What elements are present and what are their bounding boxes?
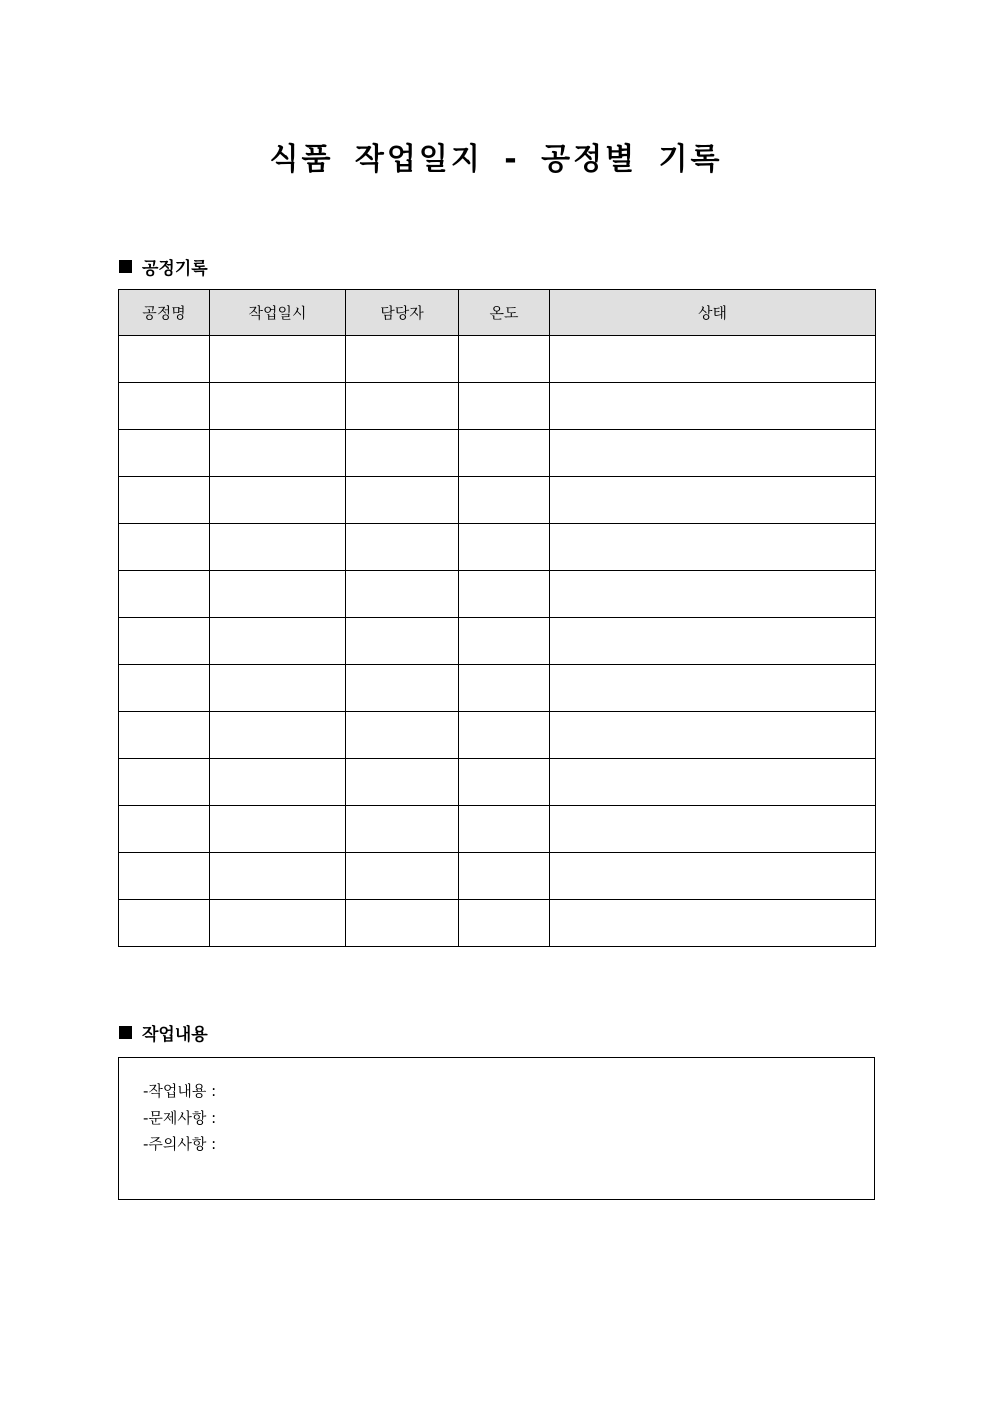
table-row <box>119 336 876 383</box>
person-in-charge-cell[interactable] <box>346 618 459 665</box>
work-datetime-cell[interactable] <box>210 665 346 712</box>
process-name-cell[interactable] <box>119 477 210 524</box>
process-name-cell[interactable] <box>119 336 210 383</box>
status-cell[interactable] <box>550 665 876 712</box>
work-datetime-cell[interactable] <box>210 759 346 806</box>
black-square-icon <box>119 1026 132 1039</box>
temperature-cell[interactable] <box>459 712 550 759</box>
process-name-cell[interactable] <box>119 806 210 853</box>
table-row <box>119 524 876 571</box>
table-row <box>119 665 876 712</box>
temperature-cell[interactable] <box>459 806 550 853</box>
status-cell[interactable] <box>550 524 876 571</box>
temperature-cell[interactable] <box>459 853 550 900</box>
process-name-cell[interactable] <box>119 524 210 571</box>
table-row <box>119 430 876 477</box>
person-in-charge-cell[interactable] <box>346 900 459 947</box>
status-cell[interactable] <box>550 806 876 853</box>
person-in-charge-cell[interactable] <box>346 806 459 853</box>
caution-line: -주의사항 : <box>143 1135 217 1153</box>
column-header-status: 상태 <box>550 290 876 336</box>
temperature-cell[interactable] <box>459 336 550 383</box>
problem-line: -문제사항 : <box>143 1108 217 1127</box>
process-name-cell[interactable] <box>119 618 210 665</box>
section-heading-content <box>119 1020 208 1045</box>
process-name-cell[interactable] <box>119 759 210 806</box>
table-row <box>119 853 876 900</box>
column-header-process-name: 공정명 <box>119 290 210 336</box>
table-row <box>119 759 876 806</box>
table-header-row <box>119 290 876 336</box>
temperature-cell[interactable] <box>459 430 550 477</box>
person-in-charge-cell[interactable] <box>346 524 459 571</box>
section-heading-label: 공정기록 <box>142 259 208 279</box>
table-row <box>119 712 876 759</box>
work-datetime-cell[interactable] <box>210 712 346 759</box>
column-header-temperature: 온도 <box>459 290 550 336</box>
temperature-cell[interactable] <box>459 759 550 806</box>
status-cell[interactable] <box>550 571 876 618</box>
status-cell[interactable] <box>550 618 876 665</box>
process-name-cell[interactable] <box>119 430 210 477</box>
person-in-charge-cell[interactable] <box>346 336 459 383</box>
temperature-cell[interactable] <box>459 383 550 430</box>
person-in-charge-cell[interactable] <box>346 853 459 900</box>
work-content-line: -작업내용 : <box>143 1082 217 1100</box>
person-in-charge-cell[interactable] <box>346 383 459 430</box>
process-name-cell[interactable] <box>119 383 210 430</box>
work-datetime-cell[interactable] <box>210 900 346 947</box>
person-in-charge-cell[interactable] <box>346 430 459 477</box>
process-name-cell[interactable] <box>119 665 210 712</box>
temperature-cell[interactable] <box>459 665 550 712</box>
work-content-lines <box>143 1078 216 1158</box>
temperature-cell[interactable] <box>459 900 550 947</box>
work-datetime-cell[interactable] <box>210 336 346 383</box>
person-in-charge-cell[interactable] <box>346 477 459 524</box>
temperature-cell[interactable] <box>459 618 550 665</box>
work-content-box[interactable] <box>118 1057 875 1200</box>
table-row <box>119 806 876 853</box>
work-datetime-cell[interactable] <box>210 618 346 665</box>
process-record-table <box>118 289 876 947</box>
person-in-charge-cell[interactable] <box>346 665 459 712</box>
work-datetime-cell[interactable] <box>210 806 346 853</box>
section-heading-label: 작업내용 <box>142 1025 208 1045</box>
status-cell[interactable] <box>550 383 876 430</box>
temperature-cell[interactable] <box>459 477 550 524</box>
table-row <box>119 618 876 665</box>
process-name-cell[interactable] <box>119 571 210 618</box>
work-datetime-cell[interactable] <box>210 383 346 430</box>
status-cell[interactable] <box>550 477 876 524</box>
status-cell[interactable] <box>550 900 876 947</box>
person-in-charge-cell[interactable] <box>346 759 459 806</box>
table-row <box>119 900 876 947</box>
work-datetime-cell[interactable] <box>210 853 346 900</box>
status-cell[interactable] <box>550 712 876 759</box>
person-in-charge-cell[interactable] <box>346 712 459 759</box>
process-name-cell[interactable] <box>119 712 210 759</box>
temperature-cell[interactable] <box>459 524 550 571</box>
table-row <box>119 383 876 430</box>
work-datetime-cell[interactable] <box>210 571 346 618</box>
status-cell[interactable] <box>550 430 876 477</box>
work-datetime-cell[interactable] <box>210 430 346 477</box>
work-datetime-cell[interactable] <box>210 524 346 571</box>
process-name-cell[interactable] <box>119 853 210 900</box>
column-header-person-in-charge: 담당자 <box>346 290 459 336</box>
page-title: 식품 작업일지 - 공정별 기록 <box>269 142 723 177</box>
status-cell[interactable] <box>550 336 876 383</box>
table-row <box>119 477 876 524</box>
column-header-work-datetime: 작업일시 <box>210 290 346 336</box>
process-name-cell[interactable] <box>119 900 210 947</box>
status-cell[interactable] <box>550 759 876 806</box>
section-heading-record <box>119 254 208 279</box>
status-cell[interactable] <box>550 853 876 900</box>
temperature-cell[interactable] <box>459 571 550 618</box>
work-datetime-cell[interactable] <box>210 477 346 524</box>
person-in-charge-cell[interactable] <box>346 571 459 618</box>
table-row <box>119 571 876 618</box>
black-square-icon <box>119 260 132 273</box>
